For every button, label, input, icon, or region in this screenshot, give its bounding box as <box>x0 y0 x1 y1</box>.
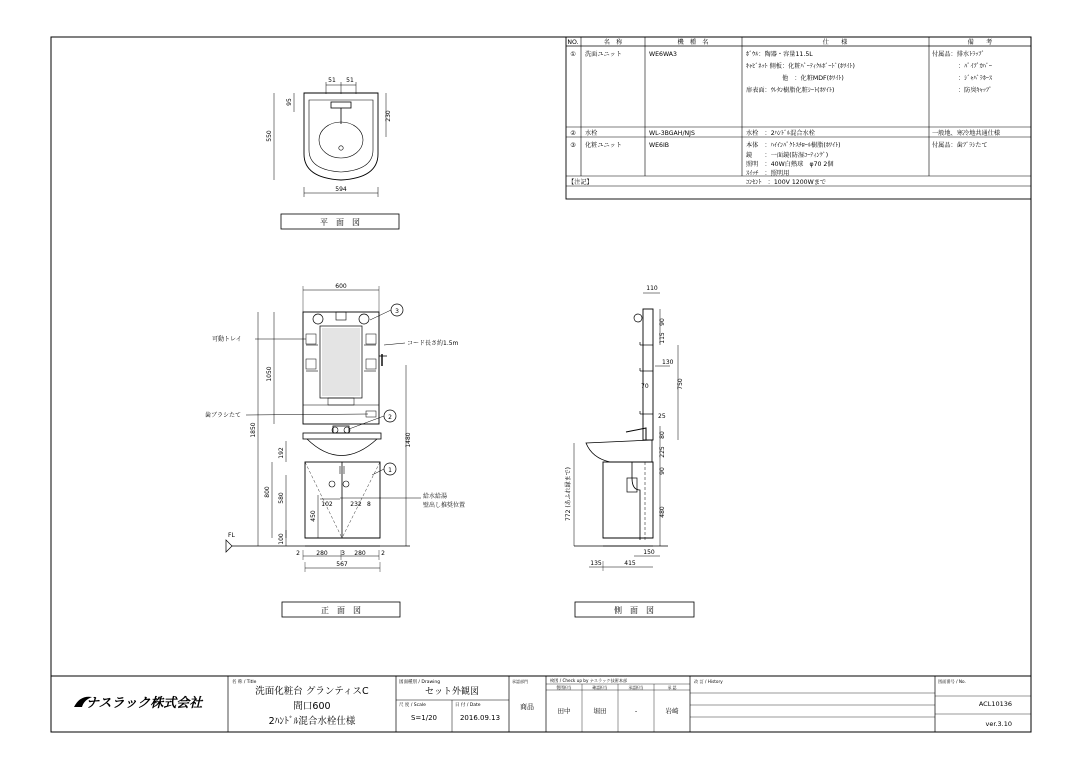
front-dim-580: 580 <box>278 492 285 504</box>
front-dim-800: 800 <box>264 486 271 498</box>
side-dim-772: 772 (あふれ縁まで) <box>565 466 572 522</box>
plan-dim-230: 230 <box>385 110 392 122</box>
front-dim-bot-280a: 280 <box>316 550 328 557</box>
side-dim-80: 80 <box>659 431 666 439</box>
history-caption: 改 訂 / History <box>694 679 723 684</box>
row2-spec-1: 水栓 ：2ﾊﾝﾄﾞﾙ混合水栓 <box>746 130 815 137</box>
company-name: ナスラック株式会社 <box>86 696 203 711</box>
check-header-1: 製図担当 <box>556 685 572 690</box>
front-dim-450: 450 <box>310 510 317 522</box>
date-value: 2016.09.13 <box>459 714 501 722</box>
header-no: NO. <box>567 39 579 46</box>
side-dim-415: 415 <box>624 560 636 567</box>
drawing-number: ACL10136 <box>978 700 1012 708</box>
front-view <box>205 283 465 572</box>
row1-spec-1: ﾎﾞｳﾙ：陶器・容量11.5L <box>746 51 813 58</box>
plan-dim-550: 550 <box>266 130 273 142</box>
front-note-cord: コード長さ約1.5m <box>407 340 459 347</box>
header-model: 機 種 名 <box>677 39 709 46</box>
check-header-4: 承 認 <box>667 685 677 690</box>
title-line-2: 間口600 <box>293 701 331 712</box>
row1-spec-3: 他 ：化粧MDF(ﾎﾜｲﾄ) <box>782 75 844 82</box>
row3-spec-2: 鏡 ：一面鏡(防湿ｺｰﾃｨﾝｸﾞ) <box>746 152 829 159</box>
row3-remark-1: 付属品：歯ﾌﾞﾗｼたて <box>932 142 988 149</box>
front-note-pipe1: 給水給湯 <box>423 493 448 500</box>
callout-1: 1 <box>388 467 392 474</box>
header-spec: 仕 様 <box>822 39 848 46</box>
title-block <box>51 676 1031 732</box>
side-dim-225: 225 <box>659 446 666 458</box>
approval-caption: 承認部門 <box>512 679 528 684</box>
side-dim-90: 90 <box>659 318 666 326</box>
row1-spec-2: ｷｬﾋﾞﾈｯﾄ 側板：化粧ﾊﾟｰﾃｨｸﾙﾎﾞｰﾄﾞ(ﾎﾜｲﾄ) <box>746 63 855 70</box>
row1-spec-4: 扉表面：ｳﾚﾀﾝ樹脂化粧ｼｰﾄ(ﾎﾜｲﾄ) <box>746 87 835 94</box>
side-dim-750: 750 <box>677 378 684 390</box>
front-dim-1850: 1850 <box>250 422 257 438</box>
front-dim-600: 600 <box>335 283 347 290</box>
side-dim-130: 130 <box>662 359 674 366</box>
plan-view-label <box>281 214 399 229</box>
side-dim-150: 150 <box>643 549 655 556</box>
approval-value: 商品 <box>520 703 534 711</box>
front-dim-1050a: 1050 <box>266 366 273 382</box>
check-caption: 検図 / Check up by ナスラック技術本部 <box>550 678 628 683</box>
number-caption: 図面番号 / No. <box>938 679 966 684</box>
front-dim-bot-2a: 2 <box>296 550 300 557</box>
front-view-label <box>282 602 400 617</box>
title-caption: 名 称 / Title <box>232 680 257 685</box>
scale-value: S=1/20 <box>410 714 438 722</box>
side-dim-480: 480 <box>659 506 666 518</box>
side-view <box>564 285 684 571</box>
front-dim-bot-2b: 2 <box>381 550 385 557</box>
drawing-caption: 図面種別 / Drawing <box>399 680 441 685</box>
callout-3: 3 <box>395 308 399 315</box>
plan-dim-51a: 51 <box>328 77 336 84</box>
plan-view-title: 平 面 図 <box>320 218 360 227</box>
side-dim-70: 70 <box>641 383 649 390</box>
plan-dim-51b: 51 <box>346 77 354 84</box>
side-dim-135: 135 <box>590 560 602 567</box>
sheet-border <box>51 37 1031 732</box>
front-note-tray: 可動トレイ <box>212 336 242 343</box>
check-name-2: 堀田 <box>593 707 607 715</box>
row1-remark-2: ：ﾊﾟｲﾌﾟｶﾊﾞｰ <box>958 63 993 70</box>
side-view-title: 側 面 図 <box>614 606 654 615</box>
scale-caption: 尺 度 / Scale <box>399 703 426 708</box>
check-header-2: 確認担当 <box>592 685 608 690</box>
front-note-toothbrush: 歯ブラシたて <box>205 412 242 419</box>
row2-model: WL-3BGAH/NJS <box>649 130 695 137</box>
notes-label: 【注記】 <box>568 179 593 186</box>
row3-name: 化粧ユニット <box>585 142 622 149</box>
row3-spec-5: ｺﾝｾﾝﾄ ：100V 1200Wまで <box>746 179 827 186</box>
row1-remark-4: ：防臭ｷｬｯﾌﾟ <box>958 87 993 94</box>
front-dim-232: 232 <box>350 501 362 508</box>
date-caption: 日 付 / Date <box>455 703 481 708</box>
check-name-3: - <box>634 707 638 715</box>
title-line-3: 2ﾊﾝﾄﾞﾙ混合水栓仕様 <box>268 716 356 727</box>
side-dim-25: 25 <box>658 413 666 420</box>
front-note-pipe2: 壁出し推奨位置 <box>423 502 466 509</box>
spec-table <box>566 37 1031 199</box>
drawing-type: セット外観図 <box>424 687 480 697</box>
callout-2: 2 <box>388 414 392 421</box>
row2-remark-1: 一般地、寒冷地共通仕様 <box>932 130 1001 137</box>
front-dim-102: 102 <box>321 501 333 508</box>
plan-dim-95: 95 <box>286 98 293 106</box>
side-dim-90b: 90 <box>659 467 666 475</box>
front-fl-label: FL <box>228 532 235 539</box>
row2-no: ② <box>570 130 576 137</box>
side-dim-110: 110 <box>646 285 658 292</box>
header-remarks: 備 考 <box>967 39 993 46</box>
check-name-1: 田中 <box>557 707 571 715</box>
row3-spec-4: ｽｲｯﾁ ：照明用 <box>746 170 790 177</box>
row3-model: WE6IB <box>649 142 670 149</box>
row3-spec-1: 本体 ：ﾊｲｲﾝﾊﾟｸﾄｽﾁﾛｰﾙ樹脂(ﾎﾜｲﾄ) <box>746 142 841 149</box>
front-dim-bot-280b: 280 <box>354 550 366 557</box>
check-name-4: 岩崎 <box>665 707 679 715</box>
header-name: 名 称 <box>603 39 623 46</box>
front-dim-192: 192 <box>278 447 285 459</box>
row1-remark-3: ：ｼﾞｬﾊﾞﾗﾎｰｽ <box>958 75 993 82</box>
row1-model: WE6WA3 <box>649 51 677 58</box>
check-header-3: 承認担当 <box>628 685 644 690</box>
front-view-title: 正 面 図 <box>321 606 361 615</box>
front-dim-1480: 1480 <box>405 432 412 448</box>
front-dim-bot-3: 3 <box>341 550 345 557</box>
row1-name: 洗面ユニット <box>585 51 622 58</box>
row3-no: ③ <box>570 142 576 149</box>
front-dim-100: 100 <box>278 533 285 545</box>
company-logo <box>74 695 204 711</box>
title-line-1: 洗面化粧台 グランティスC <box>255 686 369 697</box>
side-dim-115: 115 <box>659 332 666 344</box>
row2-name: 水栓 <box>585 130 598 137</box>
front-dim-567: 567 <box>336 561 348 568</box>
row3-spec-3: 照明 ：40W白熱球 φ70 2個 <box>746 161 834 168</box>
plan-view <box>266 77 392 197</box>
drawing-version: ver.3.10 <box>985 720 1012 728</box>
plan-dim-594: 594 <box>335 186 347 193</box>
front-dim-8: 8 <box>367 501 371 508</box>
row1-remark-1: 付属品：排水ﾄﾗｯﾌﾟ <box>932 51 985 58</box>
side-view-label <box>575 602 694 617</box>
row1-no: ① <box>570 51 576 58</box>
